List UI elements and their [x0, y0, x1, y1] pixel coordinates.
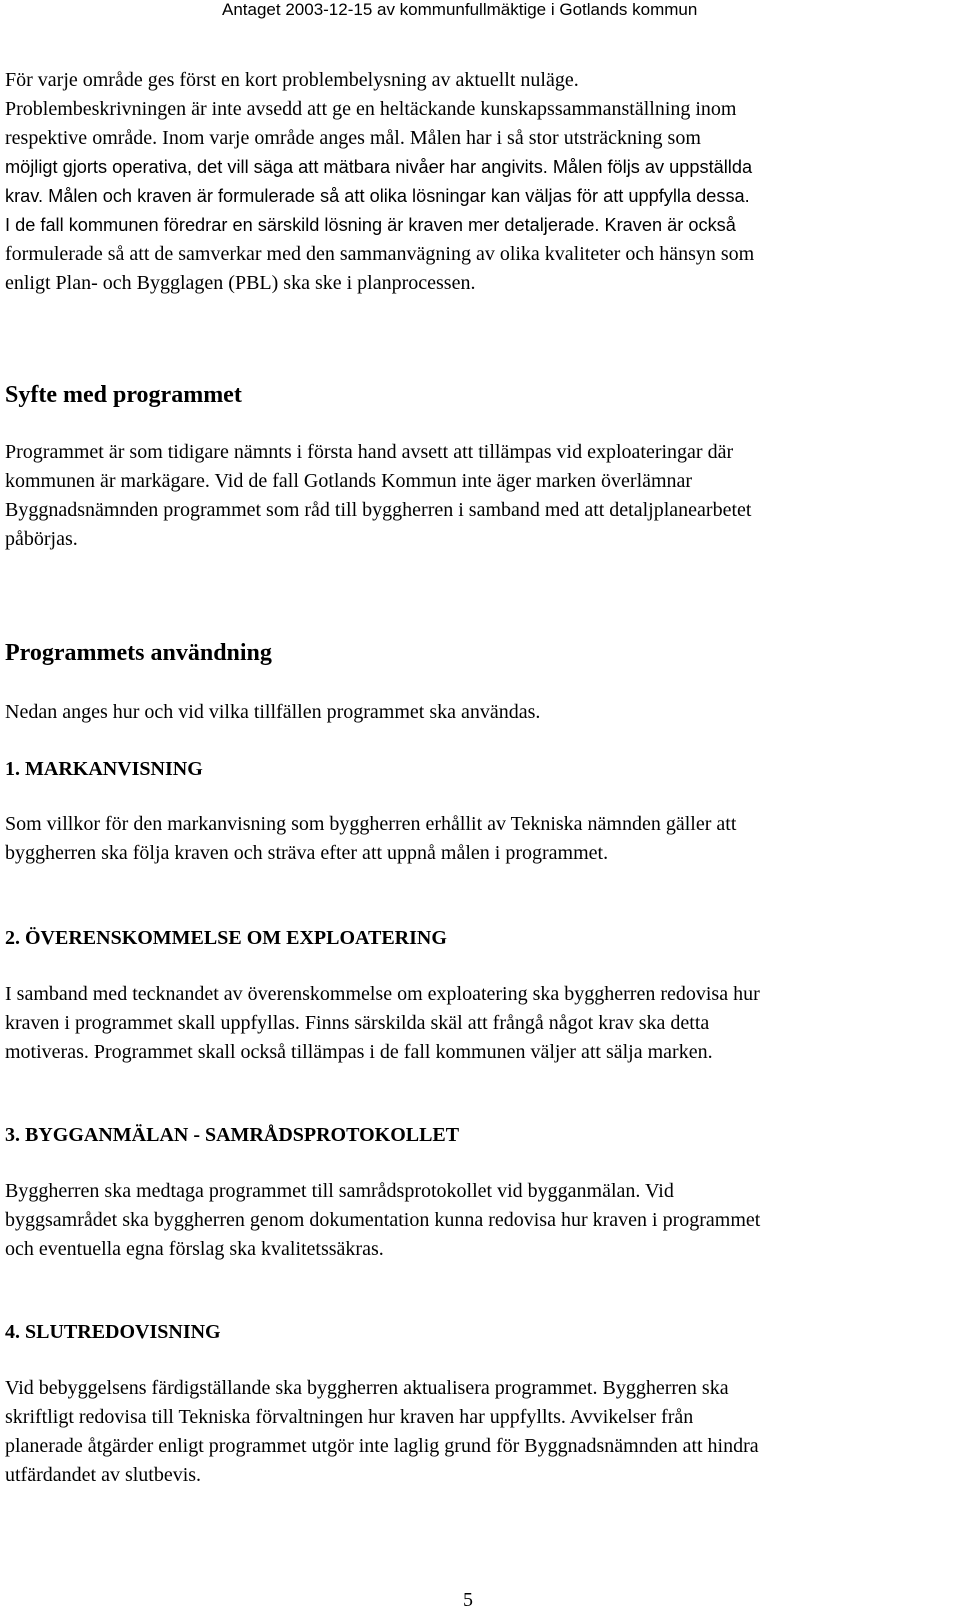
page-number: 5 — [463, 1589, 473, 1611]
text-line: respektive område. Inom varje område anges mål. Målen har i så stor utsträckning som — [5, 127, 701, 149]
text-line: För varje område ges först en kort problembelysning av aktuellt nuläge. — [5, 69, 579, 91]
section-heading-slutredovisning: 4. SLUTREDOVISNING — [5, 1321, 221, 1343]
text-line: byggherren ska följa kraven och sträva efter att uppnå målen i programmet. — [5, 842, 609, 864]
section-paragraph-bygganmalan — [5, 1177, 955, 1264]
text-line: möjligt gjorts operativa, det vill säga att mätbara nivåer har angivits. Målen följs av uppställda — [5, 157, 753, 177]
text-line: kommunen är markägare. Vid de fall Gotlands Kommun inte äger marken överlämnar — [5, 470, 693, 492]
purpose-paragraph — [5, 438, 955, 554]
text-line: Byggnadsnämnden programmet som råd till byggherren i samband med att detaljplanearbetet — [5, 499, 752, 521]
text-line: Nedan anges hur och vid vilka tillfällen programmet ska användas. — [5, 701, 541, 723]
text-line: enligt Plan- och Bygglagen (PBL) ska ske i planprocessen. — [5, 272, 476, 294]
section-heading-bygganmalan: 3. BYGGANMÄLAN - SAMRÅDSPROTOKOLLET — [5, 1124, 460, 1146]
text-line: planerade åtgärder enligt programmet utgör inte laglig grund för Byggnadsnämnden att hindra — [5, 1435, 759, 1457]
text-line: motiveras. Programmet skall också tillämpas i de fall kommunen väljer att sälja marken. — [5, 1041, 713, 1063]
section-paragraph-exploatering — [5, 980, 955, 1067]
purpose-heading: Syfte med programmet — [5, 382, 242, 408]
section-paragraph-markanvisning — [5, 810, 955, 868]
text-line: formulerade så att de samverkar med den sammanvägning av olika kvaliteter och hänsyn som — [5, 243, 755, 265]
section-paragraph-slutredovisning — [5, 1374, 955, 1490]
intro-paragraph — [5, 66, 955, 298]
text-line: I samband med tecknandet av överenskommelse om exploatering ska byggherren redovisa hur — [5, 983, 760, 1005]
text-line: I de fall kommunen föredrar en särskild lösning är kraven mer detaljerade. Kraven är också — [5, 215, 736, 235]
section-heading-markanvisning: 1. MARKANVISNING — [5, 758, 203, 780]
text-line: och eventuella egna förslag ska kvalitetssäkras. — [5, 1238, 384, 1260]
usage-intro — [5, 698, 955, 727]
page-header: Antaget 2003-12-15 av kommunfullmäktige i Gotlands kommun — [222, 0, 698, 19]
section-heading-exploatering: 2. ÖVERENSKOMMELSE OM EXPLOATERING — [5, 927, 447, 949]
text-line: utfärdandet av slutbevis. — [5, 1464, 202, 1486]
text-line: byggsamrådet ska byggherren genom dokumentation kunna redovisa hur kraven i programmet — [5, 1209, 761, 1231]
text-line: Vid bebyggelsens färdigställande ska byggherren aktualisera programmet. Byggherren ska — [5, 1377, 729, 1399]
text-line: påbörjas. — [5, 528, 78, 550]
text-line: skriftligt redovisa till Tekniska förvaltningen hur kraven har uppfyllts. Avvikelser från — [5, 1406, 694, 1428]
text-line: Problembeskrivningen är inte avsedd att ge en heltäckande kunskapssammanställning inom — [5, 98, 737, 120]
text-line: kraven i programmet skall uppfyllas. Finns särskilda skäl att frångå något krav ska detta — [5, 1012, 710, 1034]
text-line: Programmet är som tidigare nämnts i första hand avsett att tillämpas vid exploateringar där — [5, 441, 734, 463]
text-line: Byggherren ska medtaga programmet till samrådsprotokollet vid bygganmälan. Vid — [5, 1180, 674, 1202]
text-line: Som villkor för den markanvisning som byggherren erhållit av Tekniska nämnden gäller att — [5, 813, 737, 835]
text-line: krav. Målen och kraven är formulerade så att olika lösningar kan väljas för att uppfylla dessa. — [5, 186, 750, 206]
usage-heading: Programmets användning — [5, 640, 272, 666]
